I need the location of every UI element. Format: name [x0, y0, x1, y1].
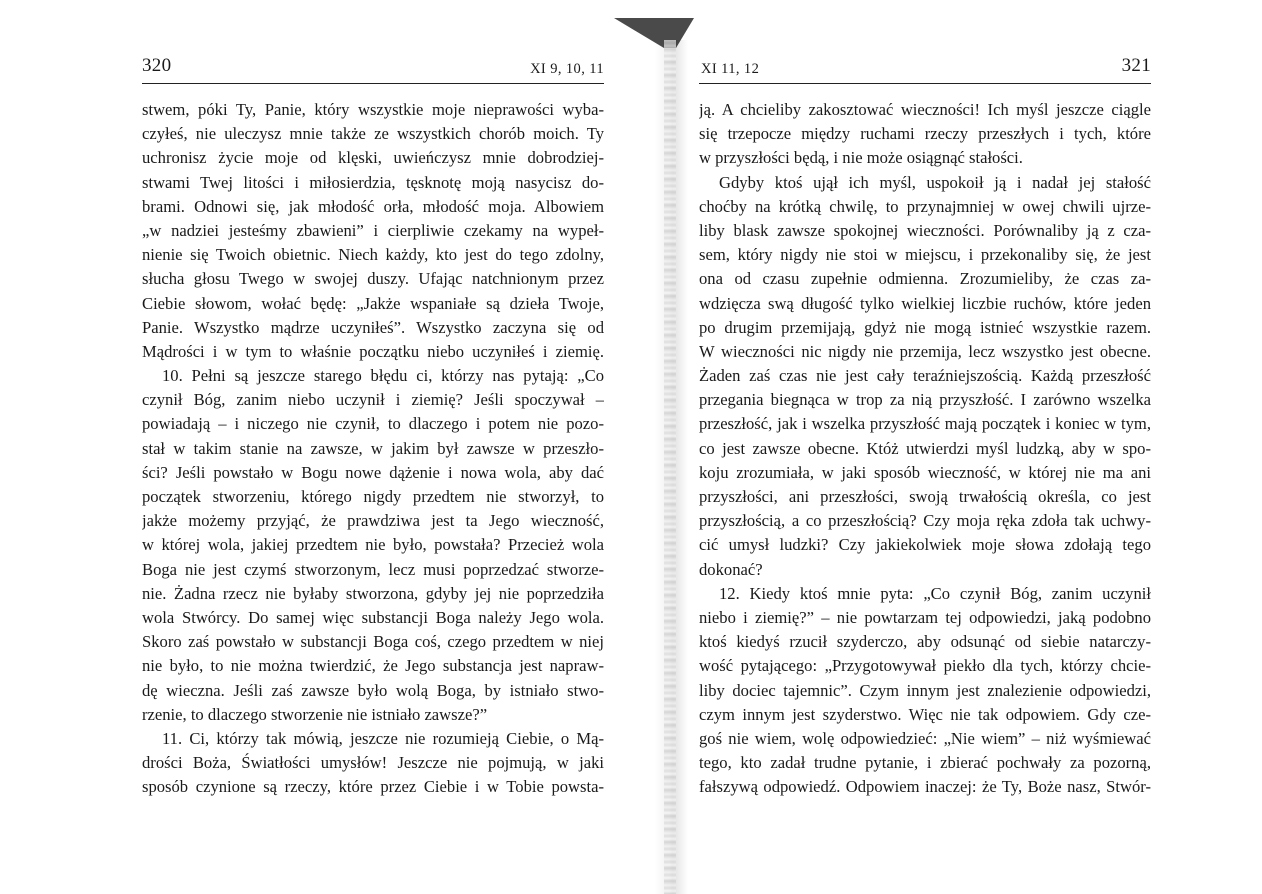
text-line: stwem, póki Ty, Panie, który wszystkie moje nieprawości wyba-: [142, 100, 604, 119]
binding-gutter: [614, 0, 694, 894]
paragraph-10-start: 10. Pełni są jeszcze starego błędu ci, którzy nas pytają: „Co: [162, 366, 604, 386]
left-text-block: [142, 98, 604, 799]
text-line: niebo i ziemię?” – nie powtarzam tej odpowiedzi, jaką podobno: [699, 607, 1151, 627]
text-line: brami. Odnowi się, jak młodość orła, młodość moja. Albowiem: [142, 196, 604, 216]
text-line: Skoro zaś powstało w substancji Boga coś, czego przedtem w niej: [142, 632, 604, 652]
text-line: ktoś kiedyś rzucił szyderczo, aby odsunąć od siebie natarczy-: [699, 632, 1151, 652]
right-chapter-reference: XI 11, 12: [701, 61, 760, 77]
text-line: początek stworzeniu, którego nigdy przedtem nie stworzył, to: [142, 487, 604, 506]
text-line: dokonać?: [699, 559, 763, 579]
text-line: czyłeś, nie uleczysz mnie także ze wszystkich chorób moich. Ty: [142, 124, 604, 144]
text-line: powiadają – i niczego nie czynił, to dlaczego i potem nie pozo-: [142, 414, 604, 434]
text-line: przyszłością, a co przeszłością? Czy moja ręka zdoła tak uchwy-: [699, 511, 1151, 531]
paragraph-start: Gdyby ktoś ujął ich myśl, uspokoił ją i nadał jej stałość: [719, 172, 1151, 192]
text-line: Żaden zaś czas nie jest cały teraźniejszością. Każdą przeszłość: [699, 366, 1151, 386]
text-line: w przyszłości będą, i nie może osiągnąć stałości.: [699, 148, 1023, 168]
text-line: goś nie wiem, wolę odpowiedzieć: „Nie wiem” – niż wyśmiewać: [699, 728, 1151, 748]
text-line: liby dociec tajemnic”. Czym innym jest znalezienie odpowiedzi,: [699, 680, 1151, 700]
text-line: dę wieczna. Jeśli zaś zawsze było wolą Boga, by istniało stwo-: [142, 680, 604, 700]
text-line: się trzepocze między ruchami rzeczy przeszłych i tych, które: [699, 124, 1151, 144]
text-line: W wieczności nic nigdy nie przemija, lecz wszystko jest obecne.: [699, 341, 1151, 361]
text-line: przyszłości, ani przeszłości, swoją trwałością określa, co jest: [699, 487, 1151, 506]
text-line: stwami Twej litości i miłosierdzia, tęsknotę moją nasycisz do-: [142, 172, 604, 192]
text-line: sposób czynione są rzeczy, które przez Ciebie i w Tobie powsta-: [142, 777, 604, 797]
text-line: wdzięcza swą długość tylko wielkiej liczbie ruchów, które jeden: [699, 293, 1151, 313]
text-line: przegania biegnąca w trop za nią przyszłość. I zarówno wszelka: [699, 390, 1151, 410]
text-line: wość pytającego: „Przygotowywał piekło dla tych, którzy chcie-: [699, 656, 1151, 676]
text-line: w której wola, jakiej przedtem nie było, powstała? Przecież wola: [142, 535, 604, 555]
text-line: Mądrości i w tym to właśnie początku niebo uczyniłeś i ziemię.: [142, 341, 604, 361]
text-line: nienie się Twoich obietnic. Niech każdy, kto jest do tego zdolny,: [142, 245, 604, 265]
text-line: co jest zawsze obecne. Któż utwierdzi myśl ludzką, aby w spo-: [699, 438, 1151, 458]
text-line: jakże możemy przyjąć, że prawdziwa jest ta Jego wieczność,: [142, 511, 604, 531]
text-line: ją. A chcieliby zakosztować wieczności! Ich myśl jeszcze ciągle: [699, 100, 1151, 119]
paragraph-11-start: 11. Ci, którzy tak mówią, jeszcze nie rozumieją Ciebie, o Mą-: [162, 728, 604, 748]
paragraph-12-start: 12. Kiedy ktoś mnie pyta: „Co czynił Bóg, zanim uczynił: [719, 583, 1151, 603]
left-chapter-reference: XI 9, 10, 11: [530, 61, 604, 77]
text-line: Ciebie słowom, wołać będę: „Jakże wspaniałe są dzieła Twoje,: [142, 293, 604, 313]
text-line: cić umysł ludzki? Czy jakiekolwiek moje słowa zdołają tego: [699, 535, 1151, 555]
text-line: liby blask zawsze spokojnej wieczności. Porównaliby ją z cza-: [699, 220, 1151, 240]
text-line: Panie. Wszystko mądrze uczyniłeś”. Wszystko zaczyna się od: [142, 317, 604, 337]
text-line: ona od czasu zupełnie odmienna. Zrozumieliby, że czas za-: [699, 269, 1151, 289]
text-line: po drugim przemijają, gdyż nie mogą istnieć wszystkie razem.: [699, 317, 1151, 337]
right-running-head: [699, 55, 1151, 84]
text-line: czym innym jest szyderstwo. Więc nie tak odpowiem. Gdy cze-: [699, 704, 1151, 724]
right-page-number: 321: [1121, 55, 1151, 76]
text-line: „w nadziei jesteśmy zbawieni” i cierpliwie czekamy na wypeł-: [142, 220, 604, 240]
text-line: czynił Bóg, zanim niebo uczynił i ziemię? Jeśli spoczywał –: [142, 390, 604, 410]
text-line: stał w takim stanie na zawsze, w jakim był zawsze w przeszło-: [142, 438, 604, 458]
left-running-head: [142, 55, 604, 84]
text-line: rzenie, to dlaczego stworzenie nie istniało zawsze?”: [142, 704, 488, 724]
text-line: choćby na krótką chwilę, to przynajmniej w owej chwili ujrze-: [699, 196, 1151, 216]
text-line: nie było, to nie można twierdzić, że Jego substancja jest napraw-: [142, 656, 604, 676]
text-line: uchronisz życie moje od klęski, uwieńczysz mnie dobrodziej-: [142, 148, 604, 168]
text-line: tego, kto zadał trudne pytanie, i zbierać pochwały za pozorną,: [699, 753, 1151, 773]
text-line: nie. Żadna rzecz nie byłaby stworzona, gdyby jej nie poprzedziła: [142, 583, 604, 603]
text-line: drości Boża, Światłości umysłów! Jeszcze nie pojmują, w jaki: [142, 753, 604, 773]
binding-fold: [664, 40, 676, 894]
text-line: fałszywą odpowiedź. Odpowiem inaczej: że Ty, Boże nasz, Stwór-: [699, 777, 1151, 797]
text-line: Boga nie jest czymś stworzonym, lecz musi poprzedzać stworze-: [142, 559, 604, 579]
left-page-number: 320: [142, 55, 172, 76]
text-line: ści? Jeśli powstało w Bogu nowe dążenie i nowa wola, aby dać: [142, 462, 604, 482]
text-line: sem, który nigdy nie stoi w miejscu, i przekonaliby się, że jest: [699, 245, 1151, 265]
text-line: przeszłość, jak i wszelka przyszłość mają początek i koniec w tym,: [699, 414, 1151, 434]
text-line: koju zrozumiała, w jaki sposób wieczność, w której nie ma ani: [699, 462, 1151, 482]
text-line: słucha głosu Twego w swojej duszy. Ufając natchnionym przez: [142, 269, 604, 289]
text-line: wola Stwórcy. Do samej więc substancji Boga należy Jego wola.: [142, 607, 604, 627]
right-text-block: [699, 98, 1151, 799]
